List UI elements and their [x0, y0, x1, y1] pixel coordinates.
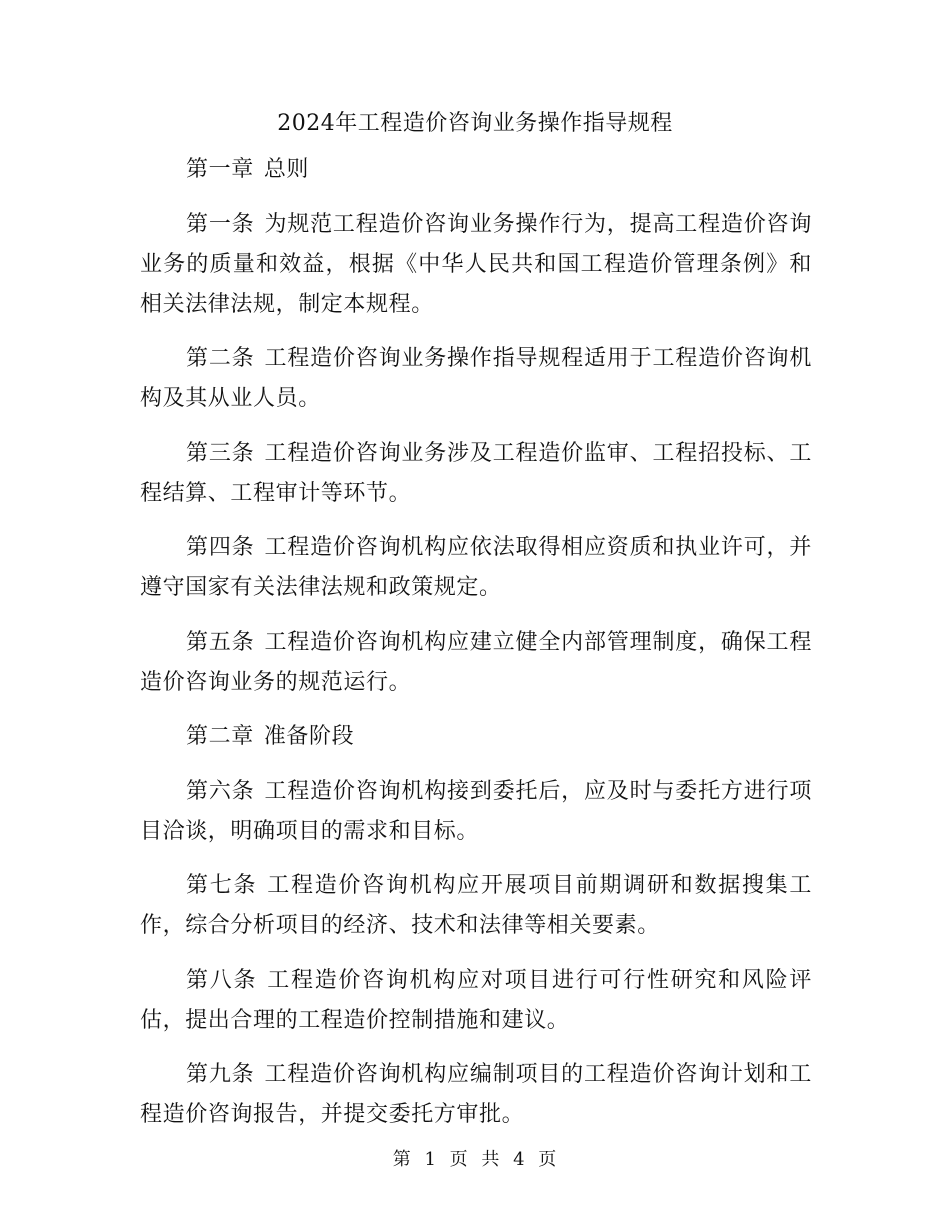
- article-paragraph: [140, 205, 812, 325]
- paragraph-text: 准备阶段: [263, 724, 355, 749]
- paragraph-label: 第二条: [186, 346, 255, 371]
- paragraph-label: 第九条: [186, 1062, 255, 1087]
- paragraph-text: 工程造价咨询机构应依法取得相应资质和执业许可，并遵守国家有关法律法规和政策规定。: [140, 535, 812, 600]
- paragraph-text: 工程造价咨询业务涉及工程造价监审、工程招投标、工程结算、工程审计等环节。: [140, 440, 812, 506]
- paragraph-text: 工程造价咨询机构接到委托后，应及时与委托方进行项目洽谈，明确项目的需求和目标。: [140, 778, 812, 844]
- paragraph-label: 第八条: [186, 967, 258, 993]
- paragraph-label: 第二章: [186, 724, 254, 749]
- paragraph-text: 工程造价咨询业务操作指导规程适用于工程造价咨询机构及其从业人员。: [140, 346, 812, 411]
- article-paragraph: [140, 961, 812, 1041]
- article-paragraph: [140, 623, 812, 703]
- article-paragraph: [140, 528, 812, 608]
- page-number-footer: 第 1 页 共 4 页: [392, 1149, 558, 1170]
- article-paragraph: [140, 434, 812, 514]
- article-paragraph: [140, 339, 812, 419]
- paragraph-text: 为规范工程造价咨询业务操作行为，提高工程造价咨询业务的质量和效益，根据《中华人民共和国工程造价管理条例》和相关法律法规，制定本规程。: [140, 211, 812, 317]
- article-paragraph: [140, 866, 812, 946]
- paragraph-label: 第一章: [186, 157, 254, 182]
- paragraph-text: 工程造价咨询机构应编制项目的工程造价咨询计划和工程造价咨询报告，并提交委托方审批。: [140, 1062, 812, 1127]
- paragraph-label: 第一条: [186, 211, 255, 237]
- paragraph-label: 第三条: [186, 440, 255, 466]
- document-body: [140, 150, 812, 1150]
- article-paragraph: [140, 1055, 812, 1135]
- paragraph-label: 第四条: [186, 535, 255, 560]
- article-paragraph: [140, 772, 812, 852]
- document-title: 2024年工程造价咨询业务操作指导规程: [277, 111, 673, 136]
- chapter-heading: [140, 717, 812, 757]
- chapter-heading: [140, 150, 812, 190]
- paragraph-text: 总则: [263, 157, 310, 182]
- paragraph-text: 工程造价咨询机构应对项目进行可行性研究和风险评估，提出合理的工程造价控制措施和建议。: [140, 967, 812, 1033]
- paragraph-label: 第五条: [186, 629, 255, 655]
- paragraph-label: 第六条: [186, 778, 255, 804]
- paragraph-text: 工程造价咨询机构应开展项目前期调研和数据搜集工作，综合分析项目的经济、技术和法律等相关要素。: [140, 873, 812, 938]
- paragraph-label: 第七条: [186, 873, 258, 898]
- paragraph-text: 工程造价咨询机构应建立健全内部管理制度，确保工程造价咨询业务的规范运行。: [140, 629, 812, 695]
